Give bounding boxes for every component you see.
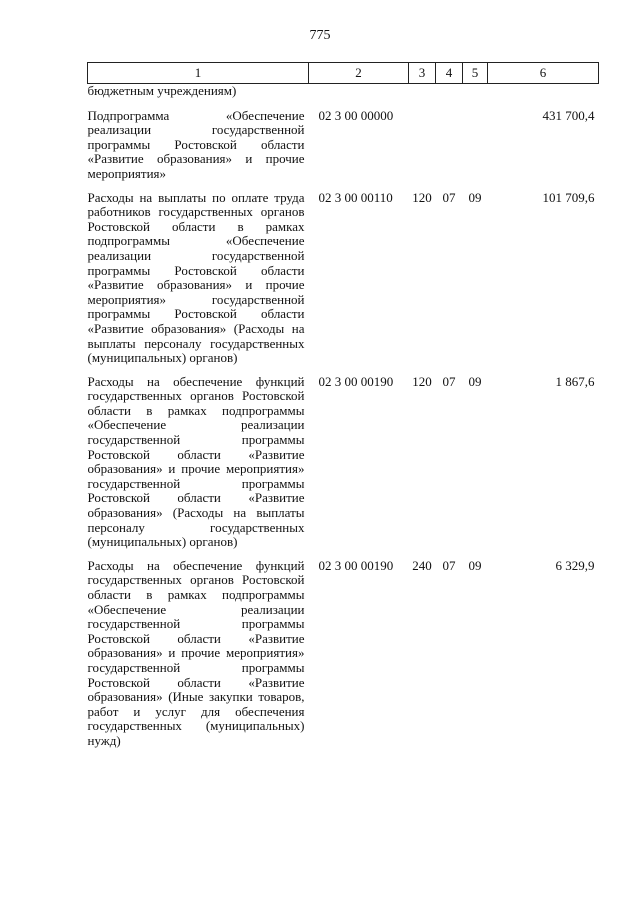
row-rz: 07 [442, 557, 456, 573]
row-amount: 431 700,4 [542, 107, 595, 123]
row-amount: 101 709,6 [542, 189, 595, 205]
row-rz: 07 [442, 373, 456, 389]
table-header-row [88, 63, 599, 84]
row-vr: 120 [412, 189, 432, 205]
row-pr: 09 [468, 557, 482, 573]
table-row [88, 559, 599, 749]
row-code: 02 3 00 00190 [318, 373, 394, 389]
row-code: 02 3 00 00110 [318, 189, 393, 205]
column-header-1: 1 [88, 63, 309, 84]
row-name: Расходы на выплаты по оплате труда работников государственных органов Ростовской области в рамках подпрограммы «Обеспечение реализации государственной программы Ростовской области «Развитие образования» и прочие мероприятия» государственной программы Ростовской области «Развитие образования» (Расходы на выплаты персоналу государственных (муниципальных) органов) [87, 189, 305, 366]
continuation-text: бюджетным учреждениям) [87, 83, 237, 98]
column-header-5: 5 [463, 63, 488, 84]
page-number: 775 [309, 28, 331, 43]
row-pr: 09 [468, 189, 482, 205]
row-rz [436, 109, 463, 191]
row-pr: 09 [468, 373, 482, 389]
row-code: 02 3 00 00000 [318, 107, 394, 123]
column-header-2: 2 [309, 63, 409, 84]
table-row [88, 375, 599, 559]
continuation-row [88, 84, 599, 109]
column-header-4: 4 [436, 63, 463, 84]
row-rz: 07 [442, 189, 456, 205]
row-vr [409, 109, 436, 191]
row-name: Расходы на обеспечение функций государственных органов Ростовской области в рамках подпрограммы «Обеспечение реализации государственной программы Ростовской области «Развитие образования» и прочие мероприятия» государственной программы Ростовской области «Развитие образования» (Иные закупки товаров, работ и услуг для обеспечения государственных (муниципальных) нужд) [87, 557, 305, 748]
row-name: Подпрограмма «Обеспечение реализации государственной программы Ростовской области «Развитие образования» и прочие мероприятия» [87, 107, 305, 181]
row-pr [463, 109, 488, 191]
row-amount: 6 329,9 [555, 557, 595, 573]
row-vr: 120 [412, 373, 432, 389]
column-header-3: 3 [409, 63, 436, 84]
column-header-6: 6 [488, 63, 599, 84]
budget-table [87, 62, 599, 749]
row-code: 02 3 00 00190 [318, 557, 394, 573]
row-vr: 240 [412, 557, 432, 573]
row-name: Расходы на обеспечение функций государственных органов Ростовской области в рамках подпрограммы «Обеспечение реализации государственной программы Ростовской области «Развитие образования» и прочие мероприятия» государственной программы Ростовской области «Развитие образования» (Расходы на выплаты персоналу государственных (муниципальных) органов) [87, 373, 305, 550]
row-amount: 1 867,6 [555, 373, 595, 389]
table-row [88, 109, 599, 191]
table-row [88, 191, 599, 375]
